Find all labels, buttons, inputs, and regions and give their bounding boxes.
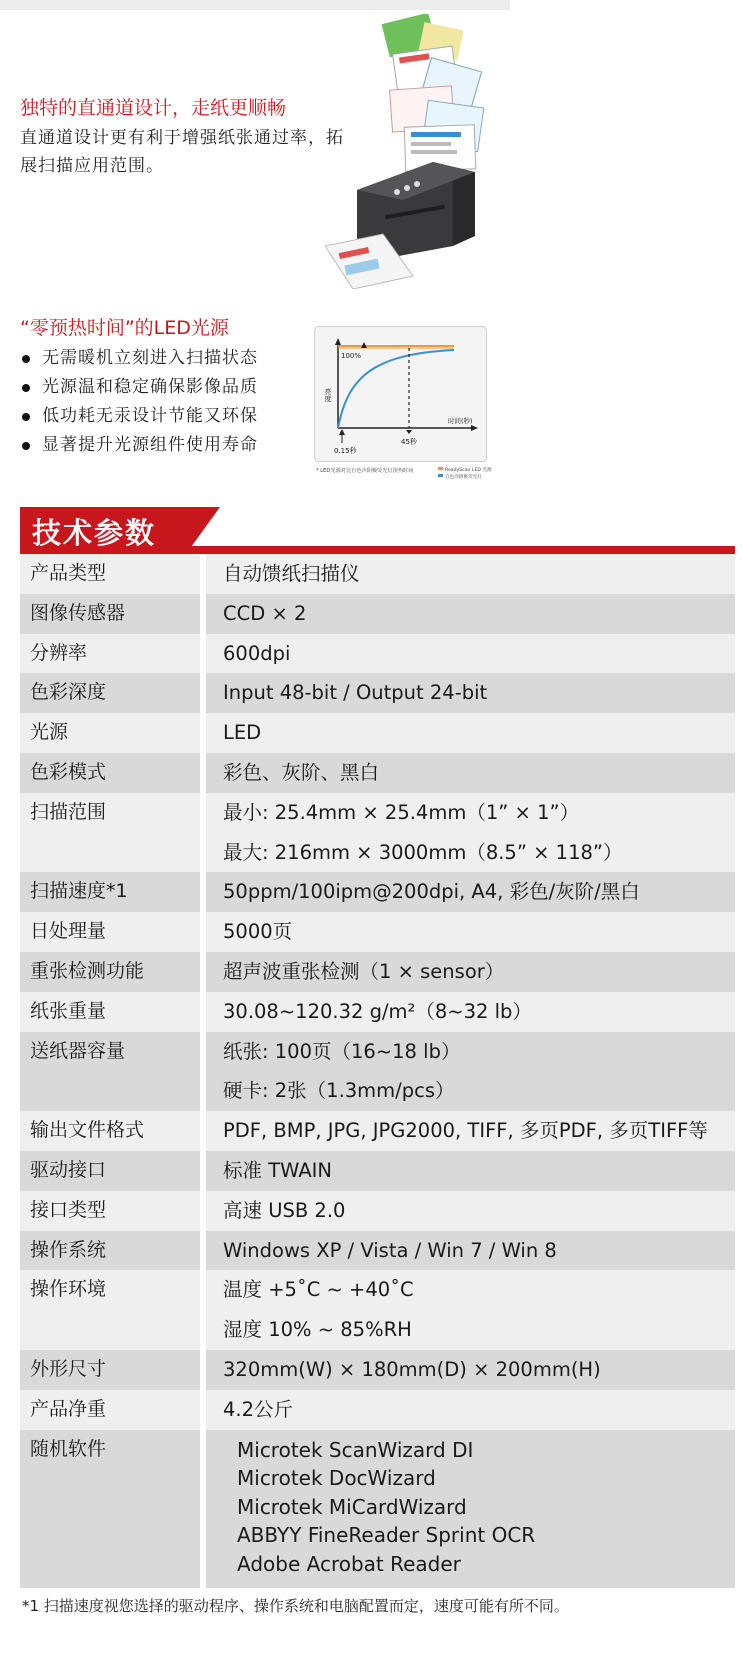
chart-y-label: 亮度 [324,388,332,402]
spec-value [206,753,735,793]
led-feature-item: 无需暖机立刻进入扫描状态 [20,344,258,373]
top-divider [0,0,510,10]
spec-value [206,554,735,594]
spec-value-line: 高速 USB 2.0 [223,1198,346,1222]
chart-x-label: 时间(秒) [448,417,473,425]
feature-title-led: “零预热时间”的LED光源 [20,317,229,339]
spec-value [206,1032,735,1112]
chart-legend-cold: 自色冷阴极荧光灯 [445,475,482,480]
spec-value [206,1270,735,1350]
spec-value [206,872,735,912]
spec-value-line: PDF, BMP, JPG, JPG2000, TIFF, 多页PDF, 多页TIFF等 [223,1119,708,1143]
led-feature-item: 显著提升光源组件使用寿命 [20,431,258,460]
spec-value [206,594,735,634]
led-warmup-chart [314,326,494,491]
spec-row [20,1430,735,1589]
spec-value [206,1111,735,1151]
spec-value-line: 标准 TWAIN [223,1158,333,1182]
spec-value-line: 硬卡: 2张（1.3mm/pcs） [223,1079,455,1103]
spec-value-line: 最小: 25.4mm × 25.4mm（1” × 1”） [223,800,580,824]
spec-key: 图像传感器 [20,594,200,634]
spec-row [20,1270,735,1350]
spec-value [206,673,735,713]
spec-key: 色彩模式 [20,753,200,793]
spec-value-line: Adobe Acrobat Reader [237,1551,461,1576]
spec-value-line: 彩色、灰阶、黑白 [223,760,380,784]
scanner-product-image [325,14,525,289]
spec-row [20,912,735,952]
spec-value-line: Microtek DocWizard [237,1466,436,1491]
spec-value-line: Windows XP / Vista / Win 7 / Win 8 [223,1238,557,1262]
spec-key: 日处理量 [20,912,200,952]
spec-row [20,1191,735,1231]
spec-key: 随机软件 [20,1430,200,1589]
legend-swatch-led [438,467,443,470]
feature-desc-paper-path: 直通道设计更有利于增强纸张通过率，拓展扫描应用范围。 [20,128,344,176]
spec-key: 分辨率 [20,634,200,674]
spec-value [206,713,735,753]
spec-row [20,554,735,594]
spec-row [20,713,735,753]
spec-row [20,1390,735,1430]
spec-value-line: 温度 +5˚C ~ +40˚C [223,1278,414,1302]
chart-tick-led-time: 0.15秒 [334,447,357,455]
spec-value [206,992,735,1032]
spec-value [206,1350,735,1390]
spec-value-line: Input 48-bit / Output 24-bit [223,681,488,705]
spec-row [20,1231,735,1271]
spec-value [206,1151,735,1191]
chart-caption: * LED光源对比自色冷阴极荧光灯预热时间 [316,468,414,474]
spec-value [206,1430,735,1589]
spec-key: 产品净重 [20,1390,200,1430]
spec-key: 操作系统 [20,1231,200,1271]
spec-value-line: ABBYY FineReader Sprint OCR [237,1523,536,1548]
spec-row [20,634,735,674]
spec-key: 驱动接口 [20,1151,200,1191]
spec-value-line: 超声波重张检测（1 × sensor） [223,959,505,983]
spec-key: 光源 [20,713,200,753]
spec-value-line: Microtek ScanWizard DI [237,1437,474,1462]
spec-row [20,673,735,713]
spec-value-line: 纸张: 100页（16~18 lb） [223,1039,461,1063]
feature-title-paper-path: 独特的直通道设计，走纸更顺畅 [20,97,287,119]
footnote: *1 扫描速度视您选择的驱动程序、操作系统和电脑配置而定，速度可能有所不同。 [22,1597,569,1615]
spec-section-header [20,507,735,554]
spec-key: 输出文件格式 [20,1111,200,1151]
spec-row [20,594,735,634]
chart-label-100: 100% [341,352,362,360]
spec-value-line: 30.08~120.32 g/m²（8~32 lb） [223,999,532,1023]
spec-value-line: LED [223,721,262,745]
spec-row [20,1032,735,1112]
spec-value-line: 湿度 10% ~ 85%RH [223,1318,412,1342]
spec-value-line: 320mm(W) × 180mm(D) × 200mm(H) [223,1357,601,1381]
flying-documents [382,14,484,171]
spec-row [20,793,735,873]
led-feature-item: 低功耗无汞设计节能又环保 [20,402,258,431]
spec-value [206,1191,735,1231]
led-feature-list [20,344,258,460]
spec-value-line: 4.2公斤 [223,1397,294,1421]
spec-value-line: 最大: 216mm × 3000mm（8.5” × 118”） [223,840,623,864]
spec-value-line: 50ppm/100ipm@200dpi, A4, 彩色/灰阶/黑白 [223,880,640,904]
spec-key: 重张检测功能 [20,952,200,992]
spec-row [20,952,735,992]
spec-value-line: 自动馈纸扫描仪 [223,562,360,585]
spec-key: 扫描范围 [20,793,200,873]
spec-key: 接口类型 [20,1191,200,1231]
spec-row [20,992,735,1032]
spec-value [206,1390,735,1430]
spec-value-line: CCD × 2 [223,601,307,625]
spec-value [206,634,735,674]
spec-key: 送纸器容量 [20,1032,200,1112]
spec-key: 色彩深度 [20,673,200,713]
spec-value [206,793,735,873]
legend-swatch-cold [438,474,443,477]
spec-value [206,1231,735,1271]
spec-value-line: 5000页 [223,920,293,944]
spec-key: 外形尺寸 [20,1350,200,1390]
spec-row [20,1151,735,1191]
spec-key: 纸张重量 [20,992,200,1032]
spec-key: 操作环境 [20,1270,200,1350]
spec-table [20,554,735,1588]
spec-section-title: 技术参数 [32,516,157,550]
spec-key: 产品类型 [20,554,200,594]
spec-value-line: Microtek MiCardWizard [237,1494,467,1519]
spec-row [20,1350,735,1390]
chart-legend-led: ReadyScan LED 光源 [445,468,492,473]
spec-row [20,872,735,912]
spec-row [20,1111,735,1151]
spec-key: 扫描速度*1 [20,872,200,912]
spec-value-line: 600dpi [223,641,291,665]
chart-tick-cold-time: 45秒 [401,438,417,446]
spec-value [206,912,735,952]
spec-row [20,753,735,793]
spec-value [206,952,735,992]
led-feature-item: 光源温和稳定确保影像品质 [20,373,258,402]
